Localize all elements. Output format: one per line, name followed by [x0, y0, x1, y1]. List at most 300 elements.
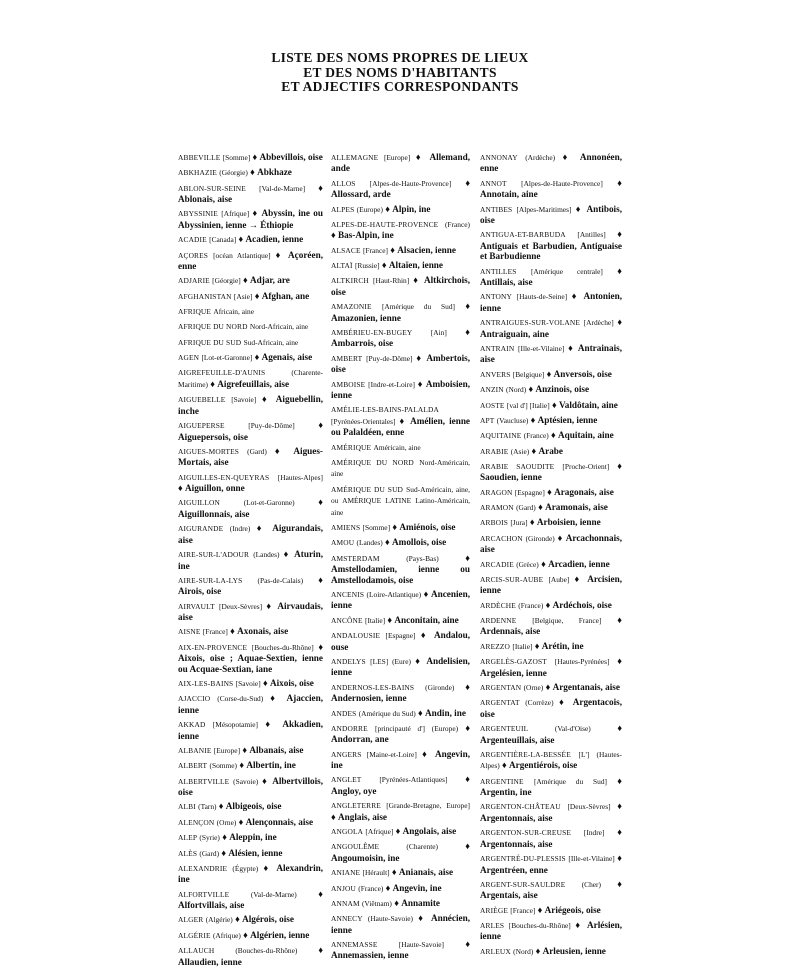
place-context: (Savoie) — [233, 776, 259, 786]
list-item — [331, 219, 470, 241]
diamond-separator-icon: ♦ — [535, 945, 541, 956]
diamond-separator-icon: ♦ — [243, 275, 248, 286]
place-context: [Alpes-de-Haute-Provence] — [369, 178, 452, 188]
place-name: ANNAM — [331, 898, 360, 908]
inhabitant-name: Ariégeois, oise — [544, 904, 601, 915]
list-item — [178, 832, 323, 843]
inhabitant-name: Alençonnais, aise — [245, 816, 314, 827]
inhabitant-name: Argentanais, aise — [552, 681, 620, 692]
place-context: (Viêtnam) — [361, 898, 392, 908]
list-item — [178, 497, 323, 519]
list-item — [331, 275, 470, 297]
list-item — [178, 275, 323, 286]
place-name: ARCACHON — [480, 533, 523, 543]
place-context: (France) — [358, 883, 384, 893]
list-item — [480, 517, 622, 528]
list-item — [178, 208, 323, 230]
place-context: [Puy-de-Dôme] — [366, 353, 413, 363]
place-name: AMÉRIQUE — [331, 442, 372, 452]
inhabitant-name: Açoréen, enne — [178, 249, 323, 272]
place-context: [Hautes-Pyrénées] — [554, 657, 610, 667]
place-name: AMÉRIQUE DU SUD — [331, 484, 404, 494]
inhabitant-name: Afghan, ane — [261, 290, 310, 301]
diamond-separator-icon: ♦ — [465, 774, 470, 785]
place-context: [L'] (Hautes-Alpes) — [480, 749, 622, 771]
inhabitant-name: Ambertois, oise — [331, 352, 470, 375]
diamond-separator-icon: ♦ — [242, 744, 248, 755]
inhabitant-name: Ardéchois, oise — [552, 599, 612, 610]
place-context: Américain, aine — [373, 442, 421, 452]
place-context: [France] — [362, 245, 388, 255]
inhabitant-name: Algérien, ienne — [250, 929, 310, 940]
list-item — [178, 167, 323, 178]
place-context: (Égypte) — [232, 863, 259, 873]
inhabitant-name: Aiguillonnais, aise — [178, 508, 250, 519]
diamond-separator-icon: ♦ — [263, 862, 272, 873]
list-item — [331, 484, 470, 518]
place-context: (Asie) — [510, 446, 530, 456]
list-item — [480, 178, 622, 200]
place-name: ANTRAIGUES-SUR-VOLANE — [480, 318, 581, 328]
inhabitant-name: Argentonnais, aise — [480, 838, 553, 849]
list-item — [331, 939, 470, 961]
inhabitant-name: Abyssin, ine ou Abyssinien, ienne → Éthiopie — [178, 208, 324, 230]
inhabitant-name: Alpin, ine — [392, 203, 431, 214]
inhabitant-name: Alexandrin, ine — [178, 862, 324, 885]
inhabitant-name: Arlésien, ienne — [480, 920, 622, 942]
list-item — [331, 327, 470, 349]
inhabitant-name: Antibois, oise — [480, 203, 622, 226]
place-name: AISNE — [178, 627, 201, 637]
place-name: ARABIE — [480, 446, 509, 456]
place-name: ANTONY — [480, 292, 512, 302]
diamond-separator-icon: ♦ — [617, 827, 622, 838]
list-item — [331, 537, 470, 548]
inhabitant-name: Andernosien, ienne — [331, 693, 407, 704]
place-context: (Loire-Atlantique) — [366, 589, 422, 599]
list-item — [178, 801, 323, 812]
place-context: Nord-Américain, aine — [331, 458, 470, 479]
diamond-separator-icon: ♦ — [529, 517, 535, 528]
place-name: ALÈS — [178, 848, 198, 858]
inhabitant-name: Algérois, oise — [242, 914, 294, 925]
place-context: [Val-de-Marne] — [259, 183, 306, 193]
diamond-separator-icon: ♦ — [465, 301, 471, 312]
list-item — [480, 369, 622, 380]
title-line-1: LISTE DES NOMS PROPRES DE LIEUX — [271, 50, 529, 65]
list-item — [480, 415, 622, 426]
inhabitant-name: Annotain, aine — [480, 189, 538, 200]
column-2 — [331, 152, 470, 965]
inhabitant-name: Aleppin, ine — [229, 832, 277, 843]
list-item — [178, 306, 323, 317]
list-item — [480, 487, 622, 498]
list-item — [178, 549, 323, 571]
place-name: ARIÈGE — [480, 905, 508, 915]
list-item — [178, 394, 323, 416]
list-item — [331, 708, 470, 719]
inhabitant-name: Abkhaze — [257, 167, 292, 178]
place-context: [Bouches-du-Rhône] — [251, 642, 314, 652]
diamond-separator-icon: ♦ — [261, 394, 271, 405]
place-name: ALSACE — [331, 245, 361, 255]
list-item — [331, 245, 470, 256]
inhabitant-name: Anianais, aise — [398, 867, 454, 878]
diamond-separator-icon: ♦ — [465, 177, 471, 188]
inhabitant-name: Angolais, aise — [402, 826, 457, 837]
place-name: ARLES — [480, 921, 505, 930]
list-item — [178, 601, 323, 623]
place-name: ARGENT-SUR-SAULDRE — [480, 879, 566, 889]
place-context: (Pays-Bas) — [406, 553, 439, 563]
inhabitant-name: Arcisien, ienne — [480, 573, 622, 596]
diamond-separator-icon: ♦ — [413, 275, 420, 286]
diamond-separator-icon: ♦ — [318, 420, 324, 431]
place-context: [Haut-Rhin] — [373, 276, 410, 286]
list-item — [480, 853, 622, 875]
diamond-separator-icon: ♦ — [235, 914, 240, 925]
list-item — [178, 234, 323, 245]
diamond-separator-icon: ♦ — [537, 904, 543, 915]
inhabitant-name: Aigrefeuillais, aise — [217, 378, 290, 389]
list-item — [331, 301, 470, 323]
list-item — [331, 630, 470, 652]
inhabitant-name: Aturin, ine — [178, 549, 324, 571]
place-name: ANTILLES — [480, 266, 517, 276]
inhabitant-name: Ajaccien, ienne — [178, 693, 323, 715]
place-context: Africain, aine — [213, 307, 255, 317]
list-item — [480, 615, 622, 637]
place-name: AMAZONIE — [331, 302, 372, 312]
list-item — [480, 879, 622, 901]
list-item — [331, 723, 470, 745]
place-name: AMBÉRIEU-EN-BUGEY — [331, 328, 413, 338]
place-name: ALFORTVILLE — [178, 889, 230, 899]
place-name: ANZIN — [480, 385, 504, 395]
place-name: ALPES-DE-HAUTE-PROVENCE — [331, 219, 439, 229]
diamond-separator-icon: ♦ — [534, 640, 540, 651]
inhabitant-name: Aigurandais, aise — [178, 523, 323, 545]
place-name: AIRE-SUR-LA-LYS — [178, 575, 243, 585]
diamond-separator-icon: ♦ — [318, 641, 324, 652]
inhabitant-name: Aiguebellin, inche — [178, 394, 324, 416]
inhabitant-name: Aiguepersois, oise — [178, 431, 248, 442]
place-name: ANDORRE — [331, 723, 368, 733]
diamond-separator-icon: ♦ — [465, 552, 470, 563]
list-item — [480, 204, 622, 226]
place-name: ANNOT — [480, 178, 507, 188]
title-line-2: ET DES NOMS D'HABITANTS — [303, 64, 497, 80]
list-item — [480, 697, 622, 719]
inhabitant-name: Albertvillois, oise — [178, 775, 324, 798]
place-name: AIGUILLES-EN-QUEYRAS — [178, 472, 270, 482]
place-context: [Pyrénées-Orientales] — [331, 416, 396, 426]
list-item — [480, 776, 622, 798]
place-context: [Jura] — [510, 518, 528, 528]
diamond-separator-icon: ♦ — [399, 415, 406, 426]
inhabitant-name: Allossard, arde — [331, 189, 391, 200]
place-name: AKKAD — [178, 720, 206, 730]
diamond-separator-icon: ♦ — [502, 760, 507, 771]
inhabitant-name: Antiguais et Barbudien, Antiguaise et Barbudienne — [480, 240, 622, 262]
place-context: (Grèce) — [516, 559, 539, 569]
diamond-separator-icon: ♦ — [465, 681, 470, 692]
place-context: [Canada] — [209, 235, 237, 245]
diamond-separator-icon: ♦ — [562, 152, 573, 162]
place-name: ARABIE SAOUDITE — [480, 461, 555, 471]
place-name: ABLON-SUR-SEINE — [178, 183, 246, 193]
diamond-separator-icon: ♦ — [275, 249, 284, 260]
place-name: ANNONAY — [480, 153, 518, 162]
place-context: (Vaucluse) — [496, 415, 529, 425]
place-name: ANDERNOS-LES-BAINS — [331, 682, 415, 692]
place-name: ARCIS-SUR-AUBE — [480, 574, 544, 584]
inhabitant-name: Ablonais, aise — [178, 194, 233, 205]
place-name: ARLEUX — [480, 946, 511, 956]
place-name: ARDÈCHE — [480, 600, 516, 610]
place-name: ARBOIS — [480, 518, 509, 528]
list-item — [178, 678, 323, 689]
place-name: AQUITAINE — [480, 431, 522, 441]
inhabitant-name: Aptésien, ienne — [537, 414, 598, 425]
place-context: (Algérie) — [205, 915, 233, 925]
diamond-separator-icon: ♦ — [385, 882, 391, 893]
place-name: ANGERS — [331, 749, 362, 759]
list-item — [331, 883, 470, 894]
diamond-separator-icon: ♦ — [546, 368, 552, 379]
place-context: [Amérique du Sud] — [381, 302, 456, 312]
place-name: AIGUES-MORTES — [178, 446, 240, 456]
list-item — [178, 321, 323, 332]
diamond-separator-icon: ♦ — [390, 244, 395, 255]
place-name: ARGENTAN — [480, 682, 522, 692]
inhabitant-name: Argelésien, ienne — [480, 667, 547, 678]
diamond-separator-icon: ♦ — [617, 878, 622, 889]
inhabitant-name: Bas-Alpin, ine — [338, 230, 394, 241]
diamond-separator-icon: ♦ — [528, 384, 534, 395]
list-item — [331, 442, 470, 453]
place-name: ARGELÈS-GAZOST — [480, 657, 547, 667]
place-context: (Nord) — [513, 946, 534, 956]
list-item — [480, 559, 622, 570]
list-item — [480, 801, 622, 823]
inhabitant-name: Adjar, are — [250, 275, 290, 286]
diamond-separator-icon: ♦ — [254, 352, 260, 363]
place-context: [Somme] — [362, 523, 391, 533]
place-context: [Afrique] — [221, 209, 250, 219]
place-name: AIGUILLON — [178, 498, 220, 508]
inhabitant-name: Akkadien, ienne — [178, 719, 324, 741]
inhabitant-name: Anversois, oise — [553, 368, 612, 379]
place-context: [Antilles] — [577, 230, 606, 240]
diamond-separator-icon: ♦ — [415, 655, 422, 666]
place-context: [Aube] — [548, 574, 570, 584]
place-name: ABBEVILLE — [178, 153, 221, 162]
list-item — [331, 841, 470, 863]
place-name: AFRIQUE DU SUD — [178, 337, 242, 347]
diamond-separator-icon: ♦ — [243, 929, 248, 940]
place-name: ALBERTVILLE — [178, 776, 230, 786]
diamond-separator-icon: ♦ — [318, 888, 323, 899]
list-item — [480, 723, 622, 745]
inhabitant-name: Angevin, ine — [331, 748, 470, 771]
place-name: ARGENTRÉ-DU-PLESSIS — [480, 854, 566, 864]
place-context: (France) — [523, 431, 549, 441]
place-context: (Afrique) — [212, 930, 241, 940]
place-context: (Indre) — [229, 524, 251, 534]
place-context: (Europe) — [356, 204, 383, 214]
place-name: ALLOS — [331, 178, 356, 188]
place-context: (Landes) — [253, 550, 280, 560]
place-name: APT — [480, 415, 495, 425]
diamond-separator-icon: ♦ — [617, 615, 622, 625]
diamond-separator-icon: ♦ — [418, 913, 426, 924]
list-item — [178, 817, 323, 828]
place-name: ANJOU — [331, 883, 356, 893]
place-name: AIGREFEUILLE-D'AUNIS — [178, 368, 266, 378]
diamond-separator-icon: ♦ — [394, 897, 399, 908]
diamond-separator-icon: ♦ — [210, 378, 215, 389]
inhabitant-name: Abbevillois, oise — [259, 152, 323, 162]
inhabitant-name: Andelisien, ienne — [331, 655, 470, 678]
place-context: (Landes) — [356, 538, 383, 548]
place-name: ANTRAIN — [480, 344, 515, 354]
place-name: ALGÉRIE — [178, 930, 211, 940]
inhabitant-name: Antonien, ienne — [480, 291, 623, 313]
place-name: AIX-EN-PROVENCE — [178, 642, 248, 652]
list-item — [178, 446, 323, 468]
list-item — [178, 760, 323, 771]
diamond-separator-icon: ♦ — [381, 260, 387, 271]
inhabitant-name: Andin, ine — [425, 707, 466, 718]
diamond-separator-icon: ♦ — [252, 152, 258, 162]
diamond-separator-icon: ♦ — [418, 707, 423, 718]
diamond-separator-icon: ♦ — [178, 483, 183, 494]
inhabitant-name: Arabe — [538, 445, 563, 456]
diamond-separator-icon: ♦ — [318, 945, 324, 956]
list-item — [331, 913, 470, 935]
inhabitant-name: Argenteuillais, aise — [480, 734, 555, 745]
list-item — [331, 457, 470, 480]
inhabitant-name: Aigues-Mortais, aise — [178, 445, 323, 468]
diamond-separator-icon: ♦ — [465, 841, 470, 852]
place-name: ARDENNE — [480, 616, 517, 625]
inhabitant-name: Arboisien, ienne — [536, 517, 601, 528]
diamond-separator-icon: ♦ — [617, 229, 622, 240]
diamond-separator-icon: ♦ — [238, 234, 244, 245]
place-context: [Alpes-Maritimes] — [516, 204, 572, 214]
place-name: ALTAÏ — [331, 261, 353, 271]
place-name: AIGUEBELLE — [178, 395, 226, 405]
inhabitant-name: Valdôtain, aine — [558, 399, 618, 410]
place-name: ARGENTIÈRE-LA-BESSÉE — [480, 749, 571, 759]
diamond-separator-icon: ♦ — [262, 678, 268, 689]
place-context: [Amérique du Sud] — [533, 776, 607, 786]
diamond-separator-icon: ♦ — [568, 343, 575, 354]
list-item — [480, 291, 622, 313]
diamond-separator-icon: ♦ — [239, 760, 245, 771]
place-name: AMÉLIE-LES-BAINS-PALALDA — [331, 405, 440, 415]
place-name: ALEP — [178, 833, 198, 843]
place-name: AMBOISE — [331, 379, 366, 389]
inhabitant-name: Albertin, ine — [246, 760, 296, 771]
inhabitant-name: Airois, oise — [178, 586, 222, 597]
diamond-separator-icon: ♦ — [617, 177, 622, 188]
list-item — [331, 800, 470, 822]
place-context: [Maine-et-Loire] — [366, 749, 417, 759]
title-line-3: ET ADJECTIFS CORRESPONDANTS — [281, 79, 519, 94]
place-name: ARAGON — [480, 487, 513, 497]
list-item — [480, 749, 622, 772]
place-name: ALGER — [178, 915, 204, 925]
place-context: [Europe] — [213, 745, 241, 755]
list-item — [331, 749, 470, 771]
diamond-separator-icon: ♦ — [266, 600, 274, 611]
list-item — [480, 920, 622, 942]
place-context: [Espagne] — [514, 487, 545, 497]
list-item — [178, 745, 323, 756]
list-item — [480, 384, 622, 395]
list-item — [331, 353, 470, 375]
diamond-separator-icon: ♦ — [391, 867, 397, 878]
diamond-separator-icon: ♦ — [250, 167, 255, 178]
place-context: (France) — [444, 219, 470, 229]
diamond-separator-icon: ♦ — [420, 630, 429, 641]
diamond-separator-icon: ♦ — [283, 549, 291, 560]
list-item — [480, 152, 622, 174]
place-context: [Savoie] — [235, 679, 261, 689]
diamond-separator-icon: ♦ — [465, 939, 471, 950]
list-item — [178, 719, 323, 741]
place-context: [Italie] — [512, 641, 533, 651]
inhabitant-name: Antillais, aise — [480, 277, 533, 288]
inhabitant-name: Amiénois, oise — [399, 522, 456, 533]
place-name: ANDES — [331, 708, 357, 718]
place-context: [Ain] — [430, 328, 447, 338]
place-context: (Val-d'Oise) — [554, 724, 591, 734]
place-name: AMOU — [331, 538, 355, 548]
place-context: [Europe] — [383, 153, 411, 162]
place-context: [Hérault] — [362, 868, 390, 878]
list-item — [480, 682, 622, 693]
diamond-separator-icon: ♦ — [530, 414, 536, 425]
inhabitant-name: Ambarrois, oise — [331, 338, 394, 349]
inhabitant-name: Argentacois, oise — [480, 697, 622, 719]
list-item — [480, 600, 622, 611]
place-name: AFRIQUE — [178, 307, 212, 317]
inhabitant-name: Axonais, aise — [237, 626, 289, 637]
inhabitant-name: Amboisien, ienne — [331, 378, 471, 401]
list-item — [480, 461, 622, 483]
diamond-separator-icon: ♦ — [265, 719, 276, 730]
diamond-separator-icon: ♦ — [318, 497, 323, 508]
place-name: ANIANE — [331, 868, 361, 878]
place-context: [LES] (Eure) — [370, 656, 411, 666]
diamond-separator-icon: ♦ — [617, 723, 623, 734]
place-context: (Charente-Maritime) — [178, 368, 323, 389]
inhabitant-name: Albanais, aise — [249, 744, 304, 755]
place-context: [Belgique] — [512, 369, 545, 379]
list-item — [480, 946, 622, 957]
place-name: ANNECY — [331, 914, 363, 924]
list-item — [178, 575, 323, 597]
list-item — [178, 250, 323, 272]
list-item — [480, 905, 622, 916]
inhabitant-name: Angevin, ine — [392, 882, 442, 893]
place-context: [Proche-Orient] — [562, 461, 610, 471]
diamond-separator-icon: ♦ — [545, 681, 551, 692]
place-context: (Gironde) — [525, 533, 555, 543]
